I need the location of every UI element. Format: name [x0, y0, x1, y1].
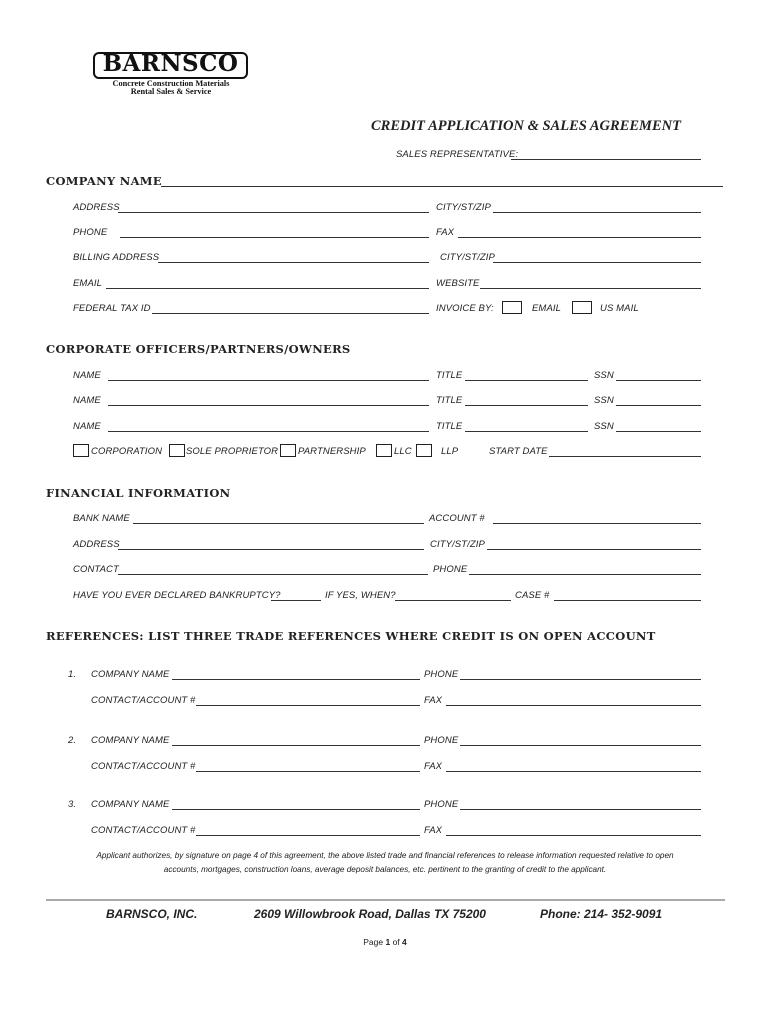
officer-title-label: TITLE	[436, 370, 463, 381]
reference-number: 3.	[68, 799, 77, 810]
address-label: ADDRESS	[73, 202, 120, 213]
officer-title-field[interactable]	[465, 431, 588, 432]
disclaimer-line-1: Applicant authorizes, by signature on page 4 of this agreement, the above listed trade and financial references to release information requested relative to open	[96, 851, 674, 860]
billing-label: BILLING ADDRESS	[73, 252, 160, 263]
officer-title-field[interactable]	[465, 405, 588, 406]
bankruptcy-field[interactable]	[271, 600, 321, 601]
ref-company-label: COMPANY NAME	[91, 735, 170, 746]
fax-field[interactable]	[458, 237, 701, 238]
officer-ssn-field[interactable]	[616, 380, 701, 381]
account-field[interactable]	[493, 523, 701, 524]
page-number	[0, 937, 770, 947]
llc-label: LLC	[394, 446, 412, 457]
company-name-field[interactable]	[161, 186, 723, 187]
invoice-usmail-label: US MAIL	[600, 303, 639, 314]
invoice-by-label: INVOICE BY:	[436, 303, 494, 314]
footer-address: 2609 Willowbrook Road, Dallas TX 75200	[254, 907, 486, 921]
page-total: 4	[402, 937, 407, 947]
ref-fax-label: FAX	[424, 695, 443, 706]
officer-name-field[interactable]	[108, 405, 429, 406]
billing-city-label: CITY/ST/ZIP	[440, 252, 495, 263]
sales-rep-field[interactable]	[511, 159, 701, 160]
disclaimer-line-2: accounts, mortgages, construction loans, average deposit balances, etc. pertinent to the granting of credit to the applicant.	[163, 865, 607, 874]
ref-phone-field[interactable]	[460, 745, 701, 746]
sales-rep-label: SALES REPRESENTATIVE:	[396, 149, 519, 160]
bank-city-field[interactable]	[487, 549, 701, 550]
city-field[interactable]	[493, 212, 701, 213]
officer-ssn-label: SSN	[594, 395, 614, 406]
bankruptcy-label: HAVE YOU EVER DECLARED BANKRUPTCY?	[73, 590, 281, 601]
bank-phone-label: PHONE	[433, 564, 468, 575]
invoice-usmail-checkbox[interactable]	[572, 301, 592, 314]
ref-company-field[interactable]	[172, 809, 420, 810]
ref-phone-label: PHONE	[424, 669, 459, 680]
account-label: ACCOUNT #	[429, 513, 485, 524]
footer-phone: Phone: 214- 352-9091	[540, 907, 663, 921]
invoice-email-checkbox[interactable]	[502, 301, 522, 314]
address-field[interactable]	[118, 212, 429, 213]
billing-field[interactable]	[158, 262, 429, 263]
officer-title-label: TITLE	[436, 421, 463, 432]
officer-ssn-field[interactable]	[616, 431, 701, 432]
ref-phone-field[interactable]	[460, 679, 701, 680]
llp-label: LLP	[441, 446, 459, 457]
ref-phone-label: PHONE	[424, 799, 459, 810]
ref-fax-label: FAX	[424, 825, 443, 836]
ref-phone-label: PHONE	[424, 735, 459, 746]
ref-fax-label: FAX	[424, 761, 443, 772]
invoice-email-label: EMAIL	[532, 303, 562, 314]
ref-fax-field[interactable]	[446, 705, 701, 706]
start-date-field[interactable]	[549, 456, 701, 457]
ref-contact-field[interactable]	[196, 771, 420, 772]
ref-company-label: COMPANY NAME	[91, 799, 170, 810]
city-label: CITY/ST/ZIP	[436, 202, 491, 213]
officers-heading: CORPORATE OFFICERS/PARTNERS/OWNERS	[46, 342, 351, 356]
llc-checkbox[interactable]	[376, 444, 392, 457]
officer-ssn-label: SSN	[594, 421, 614, 432]
ref-contact-label: CONTACT/ACCOUNT #	[91, 761, 196, 772]
bank-contact-label: CONTACT	[73, 564, 119, 575]
corporation-checkbox[interactable]	[73, 444, 89, 457]
officer-name-field[interactable]	[108, 380, 429, 381]
company-heading: COMPANY NAME	[46, 174, 162, 188]
tax-id-field[interactable]	[152, 313, 429, 314]
ref-phone-field[interactable]	[460, 809, 701, 810]
website-label: WEBSITE	[436, 278, 480, 289]
case-field[interactable]	[554, 600, 701, 601]
sole-proprietor-label: SOLE PROPRIETOR	[186, 446, 279, 457]
officer-title-field[interactable]	[465, 380, 588, 381]
footer-divider	[46, 899, 725, 901]
ref-company-field[interactable]	[172, 745, 420, 746]
bank-name-label: BANK NAME	[73, 513, 130, 524]
partnership-label: PARTNERSHIP	[298, 446, 366, 457]
if-yes-label: IF YES, WHEN?	[325, 590, 396, 601]
ref-fax-field[interactable]	[446, 771, 701, 772]
officer-name-field[interactable]	[108, 431, 429, 432]
email-label: EMAIL	[73, 278, 103, 289]
ref-fax-field[interactable]	[446, 835, 701, 836]
ref-contact-label: CONTACT/ACCOUNT #	[91, 695, 196, 706]
officer-name-label: NAME	[73, 421, 101, 432]
partnership-checkbox[interactable]	[280, 444, 296, 457]
bank-city-label: CITY/ST/ZIP	[430, 539, 485, 550]
officer-name-label: NAME	[73, 370, 101, 381]
reference-number: 1.	[68, 669, 77, 680]
references-heading: REFERENCES: LIST THREE TRADE REFERENCES WHERE CREDIT IS ON OPEN ACCOUNT	[46, 629, 656, 643]
bank-contact-field[interactable]	[118, 574, 428, 575]
start-date-label: START DATE	[489, 446, 548, 457]
bank-address-label: ADDRESS	[73, 539, 120, 550]
bank-name-field[interactable]	[133, 523, 424, 524]
if-yes-field[interactable]	[395, 600, 511, 601]
page-of: of	[392, 937, 400, 947]
footer-company: BARNSCO, INC.	[106, 907, 198, 921]
bank-phone-field[interactable]	[469, 574, 701, 575]
sole-proprietor-checkbox[interactable]	[169, 444, 185, 457]
llp-checkbox[interactable]	[416, 444, 432, 457]
ref-company-label: COMPANY NAME	[91, 669, 170, 680]
fax-label: FAX	[436, 227, 455, 238]
officer-ssn-label: SSN	[594, 370, 614, 381]
phone-field[interactable]	[120, 237, 429, 238]
ref-contact-label: CONTACT/ACCOUNT #	[91, 825, 196, 836]
email-field[interactable]	[106, 288, 429, 289]
page-prefix: Page	[363, 937, 384, 947]
officer-name-label: NAME	[73, 395, 101, 406]
logo-tagline-1: Concrete Construction Materials	[112, 79, 230, 88]
officer-ssn-field[interactable]	[616, 405, 701, 406]
corporation-label: CORPORATION	[91, 446, 163, 457]
financial-heading: FINANCIAL INFORMATION	[46, 486, 231, 500]
page-title: CREDIT APPLICATION & SALES AGREEMENT	[371, 118, 681, 134]
logo-tagline-2: Rental Sales & Service	[130, 87, 212, 96]
phone-label: PHONE	[73, 227, 108, 238]
logo-name: BARNSCO	[102, 50, 239, 77]
ref-company-field[interactable]	[172, 679, 420, 680]
billing-city-field[interactable]	[493, 262, 701, 263]
ref-contact-field[interactable]	[196, 835, 420, 836]
reference-number: 2.	[68, 735, 77, 746]
bank-address-field[interactable]	[118, 549, 424, 550]
website-field[interactable]	[480, 288, 701, 289]
ref-contact-field[interactable]	[196, 705, 420, 706]
case-label: CASE #	[515, 590, 550, 601]
officer-title-label: TITLE	[436, 395, 463, 406]
page-current: 1	[385, 937, 391, 947]
tax-id-label: FEDERAL TAX ID	[73, 303, 151, 314]
